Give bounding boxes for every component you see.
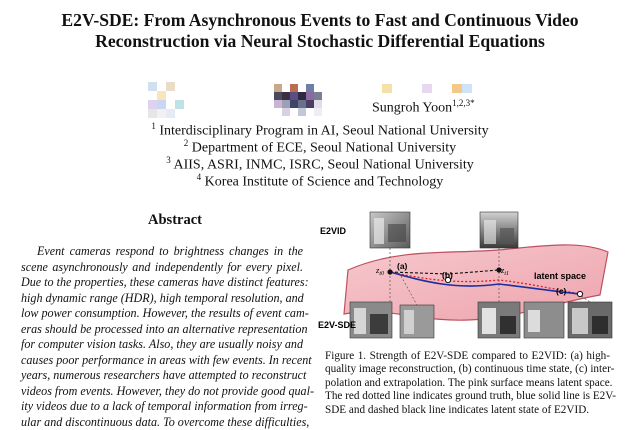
abstract-line: ular and discontinuous data. To overcome these difficulties,: [21, 415, 303, 430]
author-superscript: 1,2,3*: [452, 98, 475, 108]
abstract-line: ity videos due to a lack of temporal information from irreg-: [21, 399, 303, 415]
blurred-author-name: [274, 84, 322, 116]
figure-caption: [325, 350, 610, 417]
abstract-body: [21, 244, 303, 430]
abstract-line: for computer vision tasks. Also, they are usually noisy and: [21, 337, 303, 353]
caption-line: Figure 1. Strength of E2V-SDE compared to E2VID: (a) high-: [325, 350, 610, 363]
abstract-line: years, numerous researchers have attempted to reconstruct: [21, 368, 303, 384]
affiliation-superscript: 3: [166, 155, 171, 165]
affiliation-text: Korea Institute of Science and Technology: [205, 175, 444, 190]
z-t0-base: z: [375, 265, 380, 275]
e2vid-frames: [370, 212, 518, 248]
figure-1-diagram: [318, 210, 618, 340]
caption-line: quality image reconstruction, (b) continuous time state, (c) inter-: [325, 363, 610, 376]
z-t1-base: z: [500, 265, 505, 275]
affiliation-superscript: 4: [197, 172, 202, 182]
caption-line: The red dotted line indicates ground truth, blue solid line is E2V-: [325, 390, 610, 403]
abstract-line: low power consumption. However, the results of event cam-: [21, 306, 303, 322]
abstract-line: scene asynchronously and independently for every pixel.: [21, 260, 303, 276]
marker-a: (a): [397, 261, 408, 271]
e2v-sde-label: E2V-SDE: [318, 320, 356, 330]
affiliation: [0, 169, 640, 191]
affiliation-superscript: 2: [184, 138, 189, 148]
paper-title: [20, 10, 620, 52]
affiliation-text: AIIS, ASRI, INMC, ISRC, Seoul National University: [174, 158, 474, 173]
blurred-author-name: [372, 84, 472, 93]
z-t1-sub: t1: [504, 271, 509, 277]
abstract-line: eras should be processed into an alternative representation: [21, 322, 303, 338]
marker-b: (b): [442, 270, 453, 280]
latent-point: [577, 291, 582, 296]
abstract-line: causes poor performance in areas with few events. In recent: [21, 353, 303, 369]
z-t0-sub: t0: [379, 271, 384, 277]
blurred-author-name: [148, 82, 184, 118]
author-name-text: Sungroh Yoon: [372, 101, 452, 116]
abstract-line: videos from events. However, they do not provide good qual-: [21, 384, 303, 400]
abstract-line: high dynamic range (HDR), high temporal resolution, and: [21, 291, 303, 307]
author-name: [372, 98, 475, 117]
affiliation-superscript: 1: [151, 121, 156, 131]
e2v-sde-frames: [350, 302, 612, 338]
abstract-line: Due to the properties, these cameras have distinct features:: [21, 275, 303, 291]
latent-space-label: latent space: [534, 271, 586, 281]
marker-c: (c): [556, 286, 567, 296]
affiliation-text: Department of ECE, Seoul National University: [192, 141, 456, 156]
caption-line: SDE and dashed black line indicates latent state of E2VID.: [325, 404, 610, 417]
abstract-heading: Abstract: [120, 212, 230, 229]
e2vid-label: E2VID: [320, 226, 347, 236]
author-row: [0, 78, 640, 114]
latent-point: [387, 269, 392, 274]
affiliation-text: Interdisciplinary Program in AI, Seoul National University: [159, 124, 488, 139]
abstract-line: Event cameras respond to brightness changes in the: [21, 244, 303, 260]
title-line: E2V-SDE: From Asynchronous Events to Fast and Continuous Video: [20, 10, 620, 31]
title-line: Reconstruction via Neural Stochastic Differential Equations: [20, 31, 620, 52]
caption-line: polation and extrapolation. The pink surface means latent space.: [325, 377, 610, 390]
